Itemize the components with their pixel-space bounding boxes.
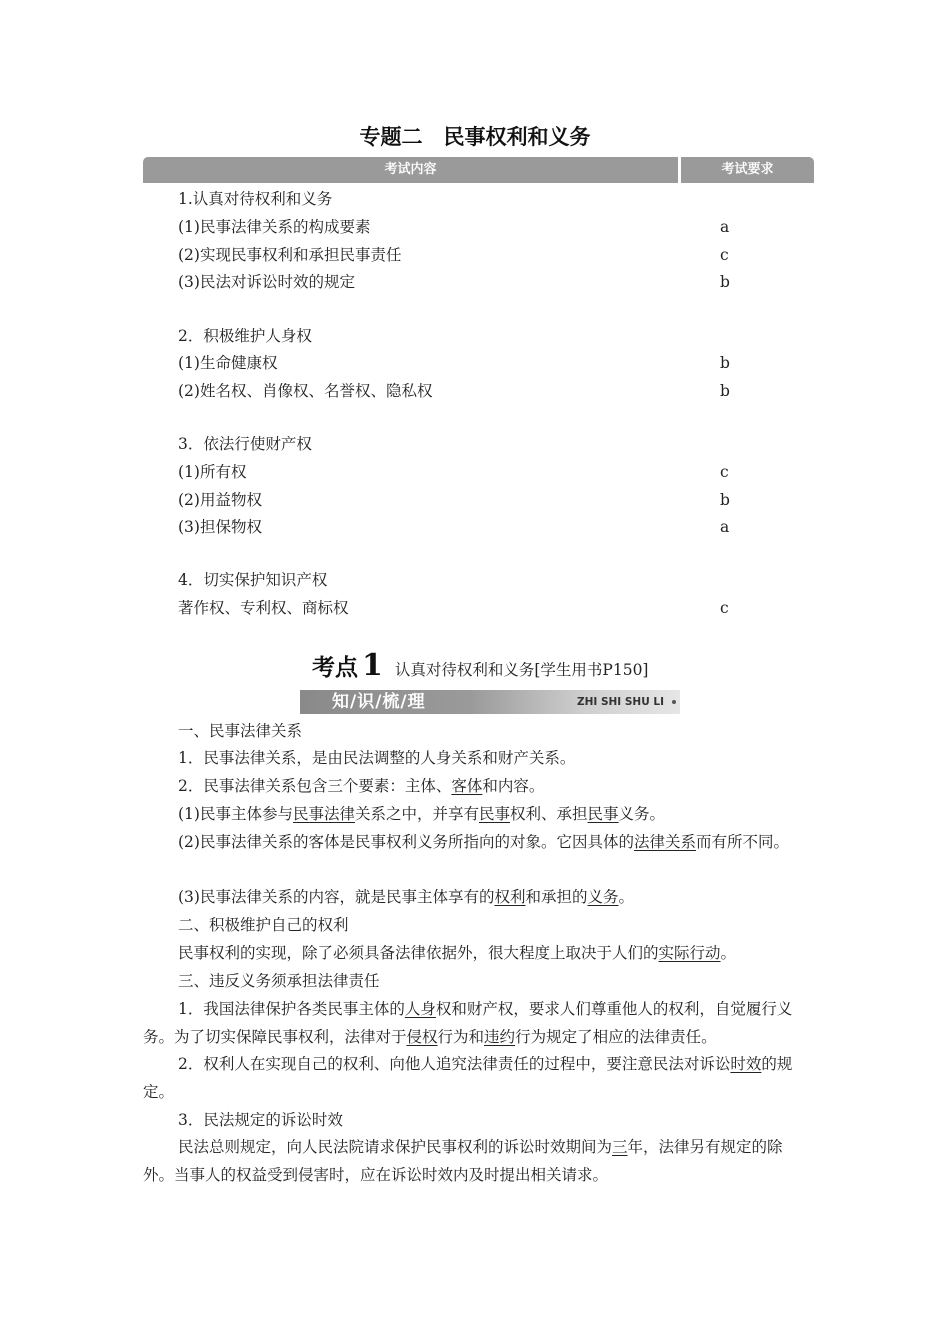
- text: 行为规定了相应的法律责任。: [515, 1027, 717, 1046]
- text: (2)民事法律关系的客体是民事权利义务所指向的对象。它因具体的: [178, 833, 634, 851]
- paragraph: [143, 996, 811, 1051]
- text: 义务。: [618, 805, 666, 823]
- heading-1: 一、民事法律关系: [178, 722, 303, 740]
- text: 权利、承担: [510, 805, 588, 823]
- text: 。: [618, 888, 635, 906]
- table-row: [178, 243, 778, 267]
- row-text: (2)用益物权: [178, 491, 262, 509]
- table-row: [178, 187, 778, 211]
- table-header: [143, 157, 814, 183]
- underlined-answer: 权利: [494, 888, 526, 906]
- banner-pinyin: ZHI SHI SHU LI: [576, 696, 664, 708]
- row-grade: c: [720, 246, 729, 264]
- text: 权和财产权，要求人们尊重他人的权利，自觉履行义务。为了切实保障民事权利，法律对于: [143, 1000, 793, 1046]
- row-text: (3)担保物权: [178, 518, 262, 536]
- row-text: 1.认真对待权利和义务: [178, 190, 333, 208]
- table-row: [178, 596, 778, 620]
- text: 行为和: [437, 1027, 485, 1046]
- paragraph: [143, 884, 811, 912]
- table-row: [178, 270, 778, 294]
- text: 2．权利人在实现自己的权利、向他人追究法律责任的过程中，要注意民法对诉讼: [178, 1055, 731, 1073]
- bullet-dot-icon: [672, 700, 676, 704]
- underlined-answer: 客体: [451, 777, 483, 795]
- row-grade: c: [720, 599, 729, 617]
- section-banner: [300, 690, 680, 714]
- table-row: [178, 379, 778, 403]
- paragraph: [143, 1051, 811, 1106]
- underlined-answer: 民事: [479, 805, 511, 823]
- row-text: (2)实现民事权利和承担民事责任: [178, 246, 402, 264]
- text: 的规定。: [143, 1055, 793, 1101]
- header-content: 考试内容: [143, 157, 678, 183]
- kaodian-label: 考点: [312, 655, 358, 681]
- paragraph: [143, 829, 811, 857]
- paragraph: [143, 940, 811, 968]
- paragraph: [143, 773, 811, 801]
- underlined-answer: 侵权: [406, 1027, 438, 1046]
- row-text: (1)所有权: [178, 463, 247, 481]
- row-text: 3．依法行使财产权: [178, 435, 312, 453]
- heading-3: 三、违反义务须承担法律责任: [178, 972, 380, 990]
- text: 。: [720, 944, 737, 962]
- underlined-answer: 时效: [730, 1055, 762, 1073]
- table-row: [178, 324, 778, 348]
- underlined-answer: 人身: [404, 1000, 436, 1018]
- table-row: [178, 215, 778, 239]
- banner-title: 知/识/梳/理: [332, 692, 426, 712]
- table-row: [178, 432, 778, 456]
- row-text: 著作权、专利权、商标权: [178, 599, 349, 617]
- row-grade: b: [720, 273, 730, 291]
- row-grade: c: [720, 463, 729, 481]
- underlined-answer: 民事法律: [292, 805, 355, 823]
- text: 和内容。: [482, 777, 545, 795]
- row-grade: b: [720, 382, 730, 400]
- text: 1．我国法律保护各类民事主体的: [178, 1000, 405, 1018]
- row-text: (3)民法对诉讼时效的规定: [178, 273, 355, 291]
- kaodian-description: 认真对待权利和义务[学生用书P150]: [394, 661, 649, 679]
- underlined-answer: 三: [612, 1138, 628, 1156]
- paragraph: 3．民法规定的诉讼时效: [178, 1111, 343, 1129]
- row-text: 2．积极维护人身权: [178, 327, 312, 345]
- row-text: (1)民事法律关系的构成要素: [178, 218, 371, 236]
- page-title: 专题二 民事权利和义务: [359, 125, 591, 149]
- row-grade: a: [720, 218, 730, 236]
- underlined-answer: 违约: [484, 1027, 516, 1046]
- text: 2．民事法律关系包含三个要素：主体、: [178, 777, 452, 795]
- row-grade: b: [720, 354, 730, 372]
- heading-2: 二、积极维护自己的权利: [178, 916, 349, 934]
- text: 而有所不同。: [695, 833, 789, 851]
- text: (3)民事法律关系的内容，就是民事主体享有的: [178, 888, 495, 906]
- paragraph: [143, 801, 811, 829]
- underlined-answer: 法律关系: [633, 833, 696, 851]
- row-text: 4．切实保护知识产权: [178, 571, 328, 589]
- underlined-answer: 义务: [587, 888, 619, 906]
- paragraph: [143, 1134, 811, 1189]
- table-row: [178, 515, 778, 539]
- table-row: [178, 568, 778, 592]
- section-heading: [312, 648, 648, 684]
- paragraph: 1．民事法律关系，是由民法调整的人身关系和财产关系。: [178, 749, 576, 767]
- underlined-answer: 实际行动: [658, 944, 721, 962]
- underlined-answer: 民事: [587, 805, 619, 823]
- table-row: [178, 460, 778, 484]
- text: 民法总则规定，向人民法院请求保护民事权利的诉讼时效期间为: [178, 1138, 613, 1156]
- text: 民事权利的实现，除了必须具备法律依据外，很大程度上取决于人们的: [178, 944, 659, 962]
- row-text: (2)姓名权、肖像权、名誉权、隐私权: [178, 382, 433, 400]
- header-requirement: 考试要求: [681, 157, 814, 183]
- text: 关系之中，并享有: [354, 805, 479, 823]
- text: (1)民事主体参与: [178, 805, 293, 823]
- row-grade: b: [720, 491, 730, 509]
- kaodian-number: 1: [362, 648, 383, 683]
- row-text: (1)生命健康权: [178, 354, 278, 372]
- table-row: [178, 488, 778, 512]
- text: 和承担的: [525, 888, 588, 906]
- text: 年，法律另有规定的除外。当事人的权益受到侵害时，应在诉讼时效内及时提出相关请求。: [143, 1138, 783, 1184]
- row-grade: a: [720, 518, 730, 536]
- table-row: [178, 351, 778, 375]
